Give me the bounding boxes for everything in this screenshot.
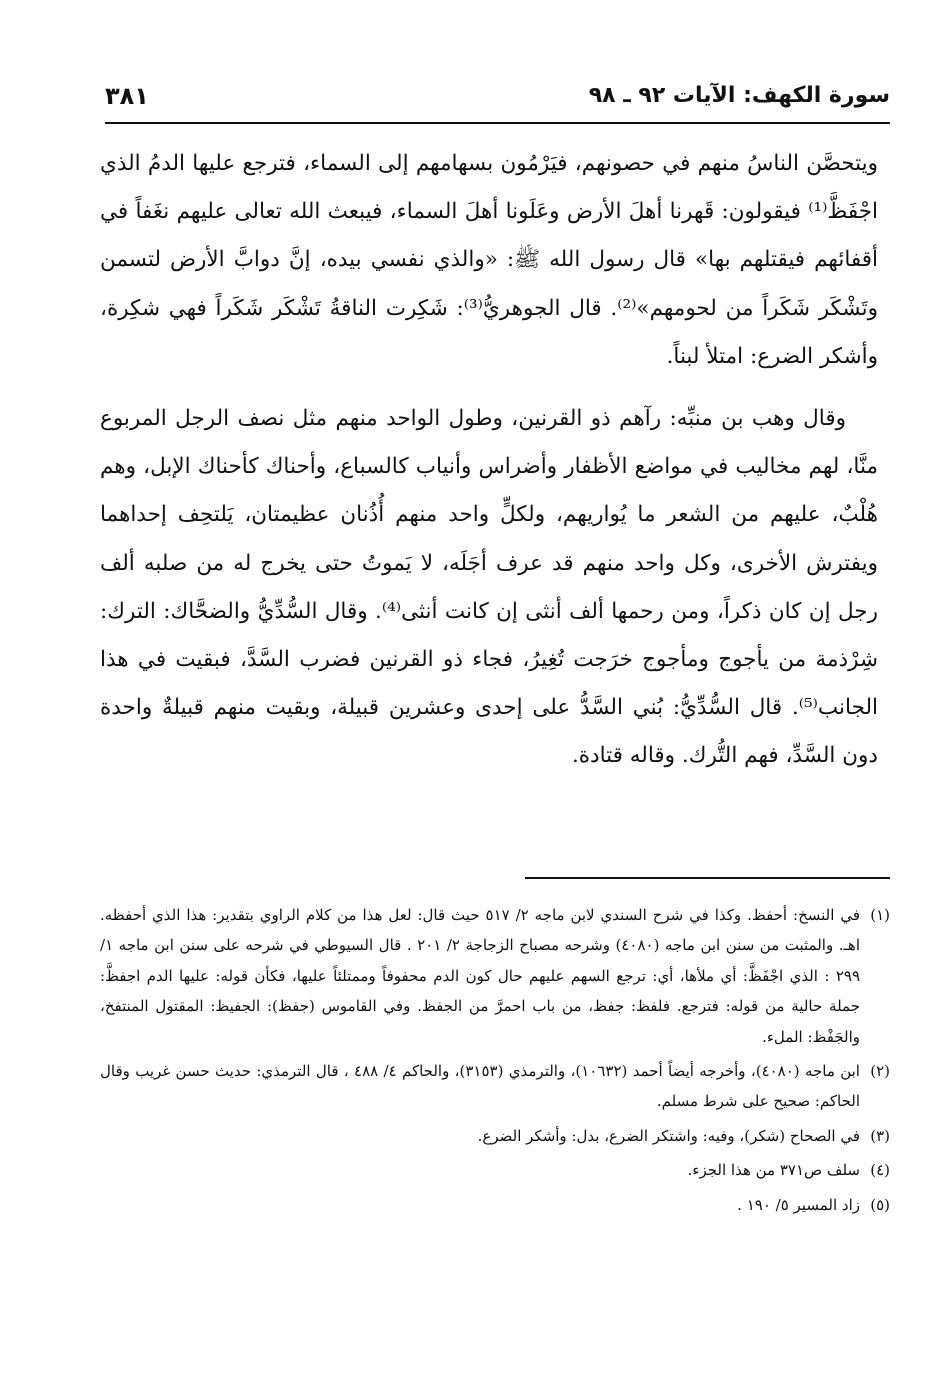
footnote-4 bbox=[100, 1155, 890, 1185]
footnote-text: سلف ص٣٧١ من هذا الجزء. bbox=[687, 1161, 860, 1180]
footnote-3 bbox=[100, 1121, 890, 1151]
paragraph-1: ويتحصَّن الناسُ منهم في حصونهم، فيَرْمُون بسهامهم إلى السماء، فترجع عليها الدمُ الذي اجْفَظَّ⁽¹⁾ فيقولون: قَهرنا أهلَ الأرض وعَلَونا أهلَ السماء، فيبعث الله تعالى عليهم نغَفاً في أقفائهم فيقتلهم بها» قال رسول الله ﷺ: «والذي نفسي بيده، إنَّ دوابَّ الأرض لتسمن وتَشْكَر شَكَراً من لحومهم»⁽²⁾. قال الجوهريُّ⁽³⁾: شَكِرت الناقةُ تَشْكَر شَكَراً فهي شكِرة، وأشكر الضرع: امتلأ لبناً. bbox=[100, 151, 878, 369]
footnote-1 bbox=[100, 900, 890, 1052]
main-text bbox=[100, 140, 878, 781]
page-number: ٣٨١ bbox=[105, 82, 149, 110]
footnote-separator bbox=[525, 877, 890, 879]
page-header bbox=[105, 78, 890, 124]
running-title: سورة الكهف: الآيات ٩٢ ـ ٩٨ bbox=[588, 83, 890, 108]
footnote-text: في النسخ: أحفظ. وكذا في شرح السندي لابن ماجه ٢/ ٥١٧ حيث قال: لعل هذا من كلام الراوي بتقدير: هذا الذي أحفظه. اهـ. والمثبت من سنن ابن ماجه (٤٠٨٠) وشرحه مصباح الزجاجة ٢/ ٢٠١ . قال السيوطي في شرحه على سنن ابن ماجه ١/ ٢٩٩ : الذي اجْفَظَّ: أي ملأها، أي: ترجع السهم عليهم حال كون الدم محفوفاً وممتلئاً عليها، فكأن قوله: عليها الدم اجفظَّ: جملة حالية من قوله: فترجع. فلفظ: جفظ، من باب احمرَّ من الجفظ. وفي القاموس (جفظ): الجفيظ: المقتول المنتفخ، والجَفْظ: الملء. bbox=[100, 906, 860, 1046]
footnote-number: (٢) bbox=[870, 1062, 890, 1081]
footnote-number: (٤) bbox=[870, 1161, 890, 1180]
footnote-number: (١) bbox=[870, 906, 890, 924]
footnote-number: (٥) bbox=[870, 1195, 890, 1214]
footnotes bbox=[100, 900, 890, 1224]
footnote-text: في الصحاح (شكر)، وفيه: واشتكر الضرع، بدل: وأشكر الضرع. bbox=[477, 1126, 860, 1145]
footnote-number: (٣) bbox=[870, 1126, 890, 1145]
footnote-5 bbox=[100, 1190, 890, 1220]
footnote-text: زاد المسير ٥/ ١٩٠ . bbox=[737, 1195, 860, 1214]
footnote-2 bbox=[100, 1056, 890, 1117]
footnote-text: ابن ماجه (٤٠٨٠)، وأخرجه أيضاً أحمد (١٠٦٣٢)، والترمذي (٣١٥٣)، والحاكم ٤/ ٤٨٨ ، قال الترمذي: حديث حسن غريب وقال الحاكم: صحيح على شرط مسلم. bbox=[100, 1062, 860, 1111]
paragraph-2: وقال وهب بن منبِّه: رآهم ذو القرنين، وطول الواحد منهم مثل نصف الرجل المربوع منَّا، لهم مخاليب في مواضع الأظفار وأضراس وأنياب كالسباع، وأحناك كأحناك الإبل، وهم هُلْبٌ، عليهم من الشعر ما يُواريهم، ولكلٍّ واحد منهم أُذُنان عظيمتان، يَلتحِف إحداهما ويفترش الأخرى، وكل واحد منهم قد عرف أجَلَه، لا يَموتُ حتى يخرج له من صلبه ألف رجل إن كان ذكراً، ومن رحمها ألف أنثى إن كانت أنثى⁽⁴⁾. وقال السُّدِّيُّ والضحَّاك: الترك: شِرْذمة من يأجوج ومأجوج خرَجت تُغِيرُ، فجاء ذو القرنين فضرب السَّدَّ، فبقيت في هذا الجانب⁽⁵⁾. قال السُّدِّيُّ: بُني السَّدُّ على إحدى وعشرين قبيلة، وبقيت منهم قبيلةٌ واحدة دون السَّدِّ، فهم التُّرك. وقاله قتادة. bbox=[100, 406, 878, 769]
